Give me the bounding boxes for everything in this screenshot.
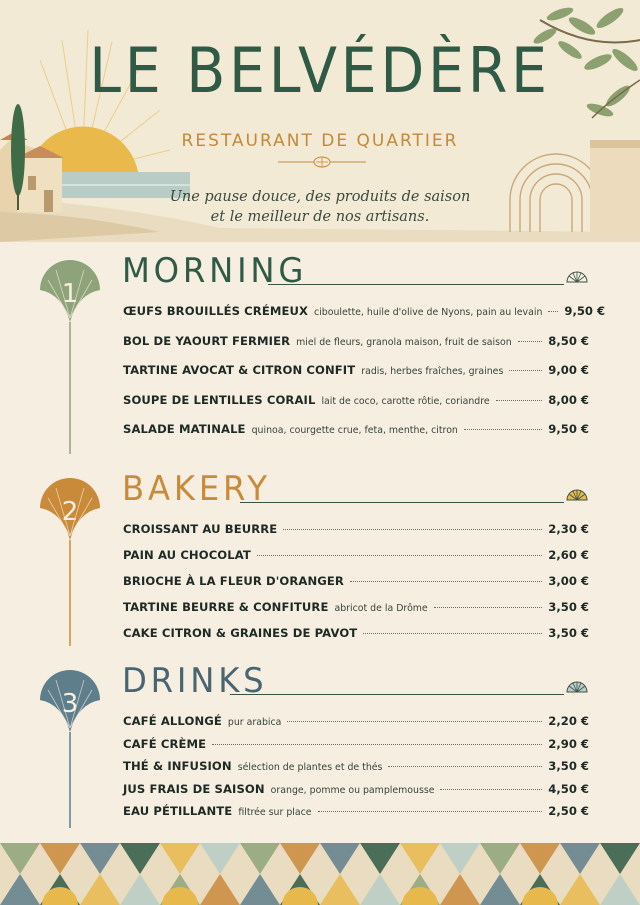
item-price: 9,50 € — [564, 304, 606, 318]
item-name: THÉ & INFUSION — [123, 759, 232, 773]
menu-item — [123, 714, 589, 732]
dot-leader — [434, 607, 543, 608]
fan-ornament-icon — [566, 480, 588, 502]
menu-item — [123, 393, 589, 411]
item-description: ciboulette, huile d'olive de Nyons, pain au levain — [314, 307, 543, 318]
item-name: BRIOCHE À LA FLEUR D'ORANGER — [123, 574, 344, 588]
item-price: 9,50 € — [548, 422, 589, 436]
section-rule — [268, 284, 564, 285]
item-name: ŒUFS BROUILLÉS CRÉMEUX — [123, 304, 309, 318]
item-price: 8,50 € — [548, 333, 589, 348]
menu-header — [0, 0, 640, 242]
menu-item — [123, 548, 589, 566]
item-price: 4,50 € — [548, 781, 589, 796]
item-name: CAKE CITRON & GRAINES DE PAVOT — [123, 626, 358, 640]
item-name: SOUPE DE LENTILLES CORAIL — [123, 392, 316, 407]
section-rule — [240, 502, 564, 503]
section-morning — [0, 251, 640, 454]
menu-item — [123, 574, 589, 592]
dot-leader — [464, 429, 542, 430]
dot-leader — [548, 311, 558, 312]
menu-item — [123, 804, 589, 822]
menu-item — [123, 334, 589, 352]
item-price: 3,00 € — [548, 574, 589, 588]
item-name: SALADE MATINALE — [123, 422, 246, 436]
item-price: 3,50 € — [548, 600, 589, 614]
item-name: CAFÉ CRÈME — [123, 736, 207, 751]
footer-pattern — [0, 843, 640, 905]
section-bakery — [0, 469, 640, 646]
item-price: 9,00 € — [548, 363, 589, 377]
section-badge — [38, 668, 102, 828]
tagline-line-2: et le meilleur de nos artisans. — [210, 209, 430, 225]
restaurant-subtitle: RESTAURANT DE QUARTIER — [181, 131, 459, 151]
item-price: 3,50 € — [548, 626, 589, 640]
section-number: 3 — [61, 689, 79, 719]
section-title: BAKERY — [122, 469, 271, 509]
item-description: abricot de la Drôme — [334, 603, 428, 614]
section-rule — [230, 694, 564, 695]
tagline-line-1: Une pause douce, des produits de saison — [169, 189, 471, 205]
section-number: 2 — [61, 497, 79, 527]
item-description: sélection de plantes et de thés — [237, 762, 383, 773]
dot-leader — [496, 400, 543, 401]
menu-item — [123, 422, 589, 440]
menu-item — [123, 600, 589, 618]
item-price: 2,50 € — [548, 804, 589, 818]
item-name: CAFÉ ALLONGÉ — [123, 714, 222, 728]
menu-item — [123, 782, 589, 800]
item-price: 3,50 € — [548, 759, 589, 773]
dot-leader — [212, 744, 542, 745]
dot-leader — [350, 581, 542, 582]
fan-ornament-icon — [566, 672, 588, 694]
item-name: JUS FRAIS DE SAISON — [123, 781, 265, 796]
dot-leader — [257, 555, 542, 556]
item-description: pur arabica — [227, 717, 282, 728]
item-price: 2,20 € — [548, 714, 589, 728]
item-description: lait de coco, carotte rôtie, coriandre — [321, 395, 490, 407]
item-description: radis, herbes fraîches, graines — [361, 366, 504, 377]
fan-ornament-icon — [566, 262, 588, 284]
dot-leader — [388, 766, 542, 767]
dot-leader — [518, 341, 543, 342]
item-description: quinoa, courgette crue, feta, menthe, citron — [251, 425, 458, 436]
item-description: orange, pomme ou pamplemousse — [270, 784, 435, 796]
item-description: miel de fleurs, granola maison, fruit de saison — [296, 336, 512, 348]
section-title: MORNING — [122, 251, 308, 291]
restaurant-title: LE BELVÉDÈRE — [89, 34, 551, 107]
menu-item — [123, 759, 589, 777]
dot-leader — [440, 789, 542, 790]
dot-leader — [287, 721, 542, 722]
item-price: 2,60 € — [548, 548, 589, 562]
item-name: TARTINE BEURRE & CONFITURE — [123, 600, 329, 614]
dot-leader — [318, 811, 543, 812]
menu-item — [123, 304, 606, 322]
section-badge — [38, 258, 102, 454]
item-price: 2,90 € — [548, 736, 589, 751]
dot-leader — [509, 370, 542, 371]
menu-item — [123, 626, 589, 644]
item-name: TARTINE AVOCAT & CITRON CONFIT — [123, 363, 356, 377]
item-price: 2,30 € — [548, 522, 589, 536]
menu-item — [123, 737, 589, 755]
item-price: 8,00 € — [548, 392, 589, 407]
section-title: DRINKS — [122, 661, 268, 701]
dot-leader — [283, 529, 542, 530]
menu-item — [123, 522, 589, 540]
item-description: filtrée sur place — [238, 807, 312, 818]
dot-leader — [363, 633, 542, 634]
tagline — [150, 187, 490, 227]
item-name: PAIN AU CHOCOLAT — [123, 548, 251, 562]
item-name: CROISSANT AU BEURRE — [123, 522, 278, 536]
menu-item — [123, 363, 589, 381]
section-drinks — [0, 661, 640, 828]
item-name: EAU PÉTILLANTE — [123, 804, 233, 818]
item-name: BOL DE YAOURT FERMIER — [123, 333, 291, 348]
section-number: 1 — [61, 279, 79, 309]
section-badge — [38, 476, 102, 646]
